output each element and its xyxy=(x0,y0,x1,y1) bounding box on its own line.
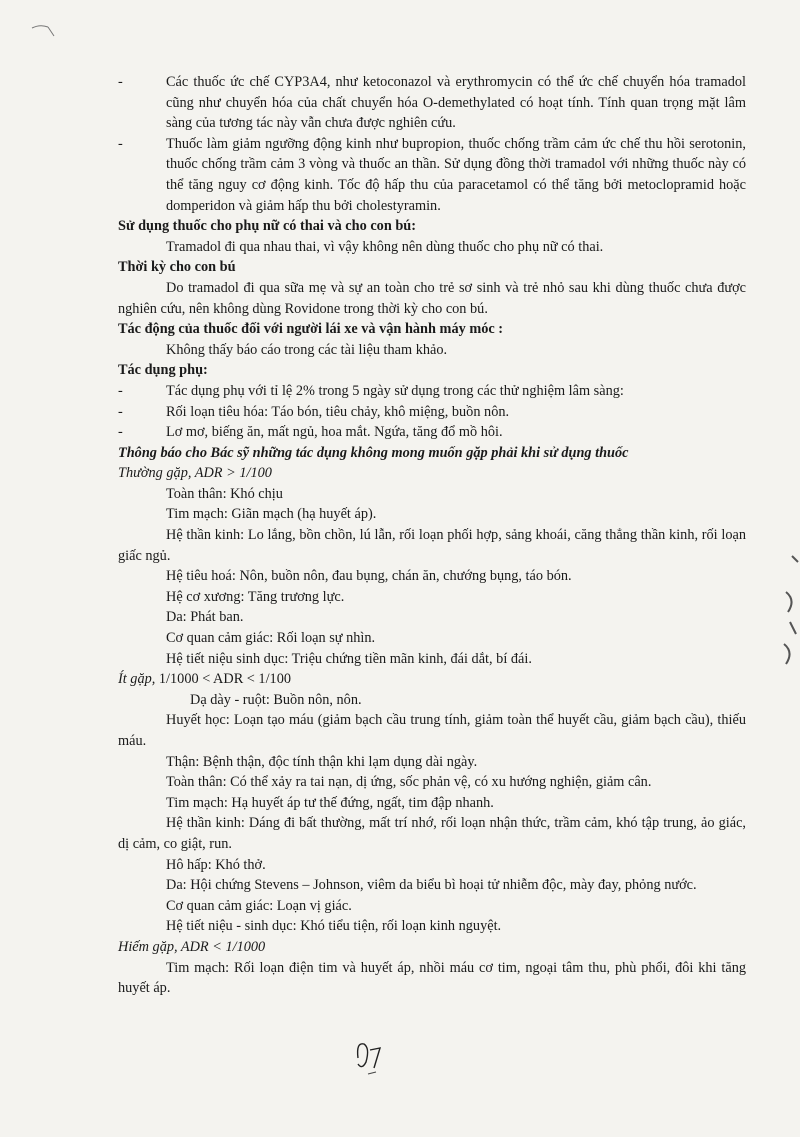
paragraph: Cơ quan cảm giác: Rối loạn sự nhìn. xyxy=(166,630,376,647)
frequency-subheading xyxy=(118,669,746,690)
paragraph: Toàn thân: Có thể xảy ra tai nạn, dị ứng, sốc phản vệ, có xu hướng nghiện, giảm cân. xyxy=(166,774,652,791)
paragraph: Hệ tiêu hoá: Nôn, buồn nôn, đau bụng, chán ăn, chướng bụng, táo bón. xyxy=(166,568,572,585)
document-page xyxy=(118,72,746,999)
bullet-item xyxy=(118,381,746,402)
paragraph: Thận: Bệnh thận, độc tính thận khi lạm dụng dài ngày. xyxy=(166,753,478,770)
paragraph: Hệ thần kinh: Lo lắng, bồn chồn, lú lẫn, rối loạn phối hợp, sảng khoái, căng thẳng thần kinh, rối loạn giấc ngủ. xyxy=(118,527,746,564)
bullet-marker: - xyxy=(118,135,123,152)
paragraph: Da: Phát ban. xyxy=(166,609,244,626)
section-heading: Tác dụng phụ: xyxy=(118,362,208,379)
bullet-item xyxy=(118,422,746,443)
paragraph: Hệ tiết niệu sinh dục: Triệu chứng tiền mãn kinh, đái dắt, bí đái. xyxy=(166,650,532,667)
frequency-range: 1/1000 < ADR < 1/100 xyxy=(155,671,292,688)
paragraph: Da: Hội chứng Stevens – Johnson, viêm da biểu bì hoại tử nhiễm độc, mày đay, phỏng nước. xyxy=(166,877,697,894)
frequency-subheading xyxy=(118,937,746,958)
paragraph: Tramadol đi qua nhau thai, vì vậy không nên dùng thuốc cho phụ nữ có thai. xyxy=(166,238,604,255)
frequency-label: Hiếm gặp, ADR < 1/1000 xyxy=(118,938,266,955)
paragraph: Toàn thân: Khó chịu xyxy=(166,485,283,502)
bullet-marker: - xyxy=(118,424,123,441)
bullet-item xyxy=(118,402,746,423)
bullet-text: Thuốc làm giảm ngưỡng động kinh như bupropion, thuốc chống trầm cảm ức chế thu hồi serotonin, thuốc chống trầm cảm 3 vòng và thuốc an thần. Sử dụng đồng thời tramadol với những thuốc này có thể tăng nguy cơ động kinh. Tốc độ hấp thu của paracetamol có thể tăng bởi metoclopramid hoặc domperidon và giảm hấp thu bởi cholestyramin. xyxy=(166,135,746,214)
pen-scratch-mark xyxy=(30,22,60,49)
bullet-marker: - xyxy=(118,74,123,90)
page-edge-stamp-fragment xyxy=(776,552,800,687)
bullet-text: Tác dụng phụ với tỉ lệ 2% trong 5 ngày sử dụng trong các thử nghiệm lâm sàng: xyxy=(166,382,624,399)
section-heading: Tác động của thuốc đối với người lái xe và vận hành máy móc : xyxy=(118,321,504,338)
paragraph: Hô hấp: Khó thở. xyxy=(166,856,266,873)
section-heading-italic: Thông báo cho Bác sỹ những tác dụng không mong muốn gặp phải khi sử dụng thuốc xyxy=(118,444,629,461)
paragraph: Không thấy báo cáo trong các tài liệu tham khảo. xyxy=(166,341,448,358)
frequency-subheading xyxy=(118,463,746,484)
frequency-label: Ít gặp, xyxy=(118,671,156,688)
frequency-label: Thường gặp, ADR > 1/100 xyxy=(118,465,272,482)
bullet-text: Lơ mơ, biếng ăn, mất ngủ, hoa mắt. Ngứa, tăng đổ mồ hôi. xyxy=(166,424,503,441)
paragraph: Tim mạch: Rối loạn điện tim và huyết áp, nhồi máu cơ tim, ngoại tâm thu, phù phổi, đôi khi tăng huyết áp. xyxy=(118,959,746,997)
paragraph: Hệ thần kinh: Dáng đi bất thường, mất trí nhớ, rối loạn nhận thức, trầm cảm, khó tập trung, ảo giác, dị cảm, co giật, run. xyxy=(118,815,746,852)
paragraph: Hệ cơ xương: Tăng trương lực. xyxy=(166,588,345,605)
bullet-text: Các thuốc ức chế CYP3A4, như ketoconazol và erythromycin có thể ức chế chuyển hóa tramadol cũng như chuyển hóa của chất chuyển hóa O-demethylated có hoạt tính. Tính quan trọng mặt lâm sàng của tương tác này vẫn chưa được nghiên cứu. xyxy=(166,74,746,132)
handwritten-initials xyxy=(350,1034,394,1083)
bullet-marker: - xyxy=(118,403,123,420)
section-heading: Sử dụng thuốc cho phụ nữ có thai và cho con bú: xyxy=(118,218,417,235)
paragraph: Dạ dày - ruột: Buồn nôn, nôn. xyxy=(190,691,362,708)
paragraph: Huyết học: Loạn tạo máu (giảm bạch cầu trung tính, giảm toàn thể huyết cầu, giảm bạch cầu), thiếu máu. xyxy=(118,712,746,749)
bullet-item xyxy=(118,134,746,216)
bullet-item xyxy=(118,72,746,134)
paragraph: Tim mạch: Hạ huyết áp tư thế đứng, ngất, tim đập nhanh. xyxy=(166,794,494,811)
paragraph: Do tramadol đi qua sữa mẹ và sự an toàn cho trẻ sơ sinh và trẻ nhỏ sau khi dùng thuốc chưa được nghiên cứu, nên không dùng Rovidone trong thời kỳ cho con bú. xyxy=(118,279,746,317)
paragraph: Hệ tiết niệu - sinh dục: Khó tiểu tiện, rối loạn kinh nguyệt. xyxy=(166,918,502,935)
section-heading: Thời kỳ cho con bú xyxy=(118,259,236,276)
bullet-text: Rối loạn tiêu hóa: Táo bón, tiêu chảy, khô miệng, buồn nôn. xyxy=(166,403,510,420)
bullet-marker: - xyxy=(118,382,123,399)
paragraph: Cơ quan cảm giác: Loạn vị giác. xyxy=(166,897,352,914)
paragraph: Tim mạch: Giãn mạch (hạ huyết áp). xyxy=(166,506,377,523)
